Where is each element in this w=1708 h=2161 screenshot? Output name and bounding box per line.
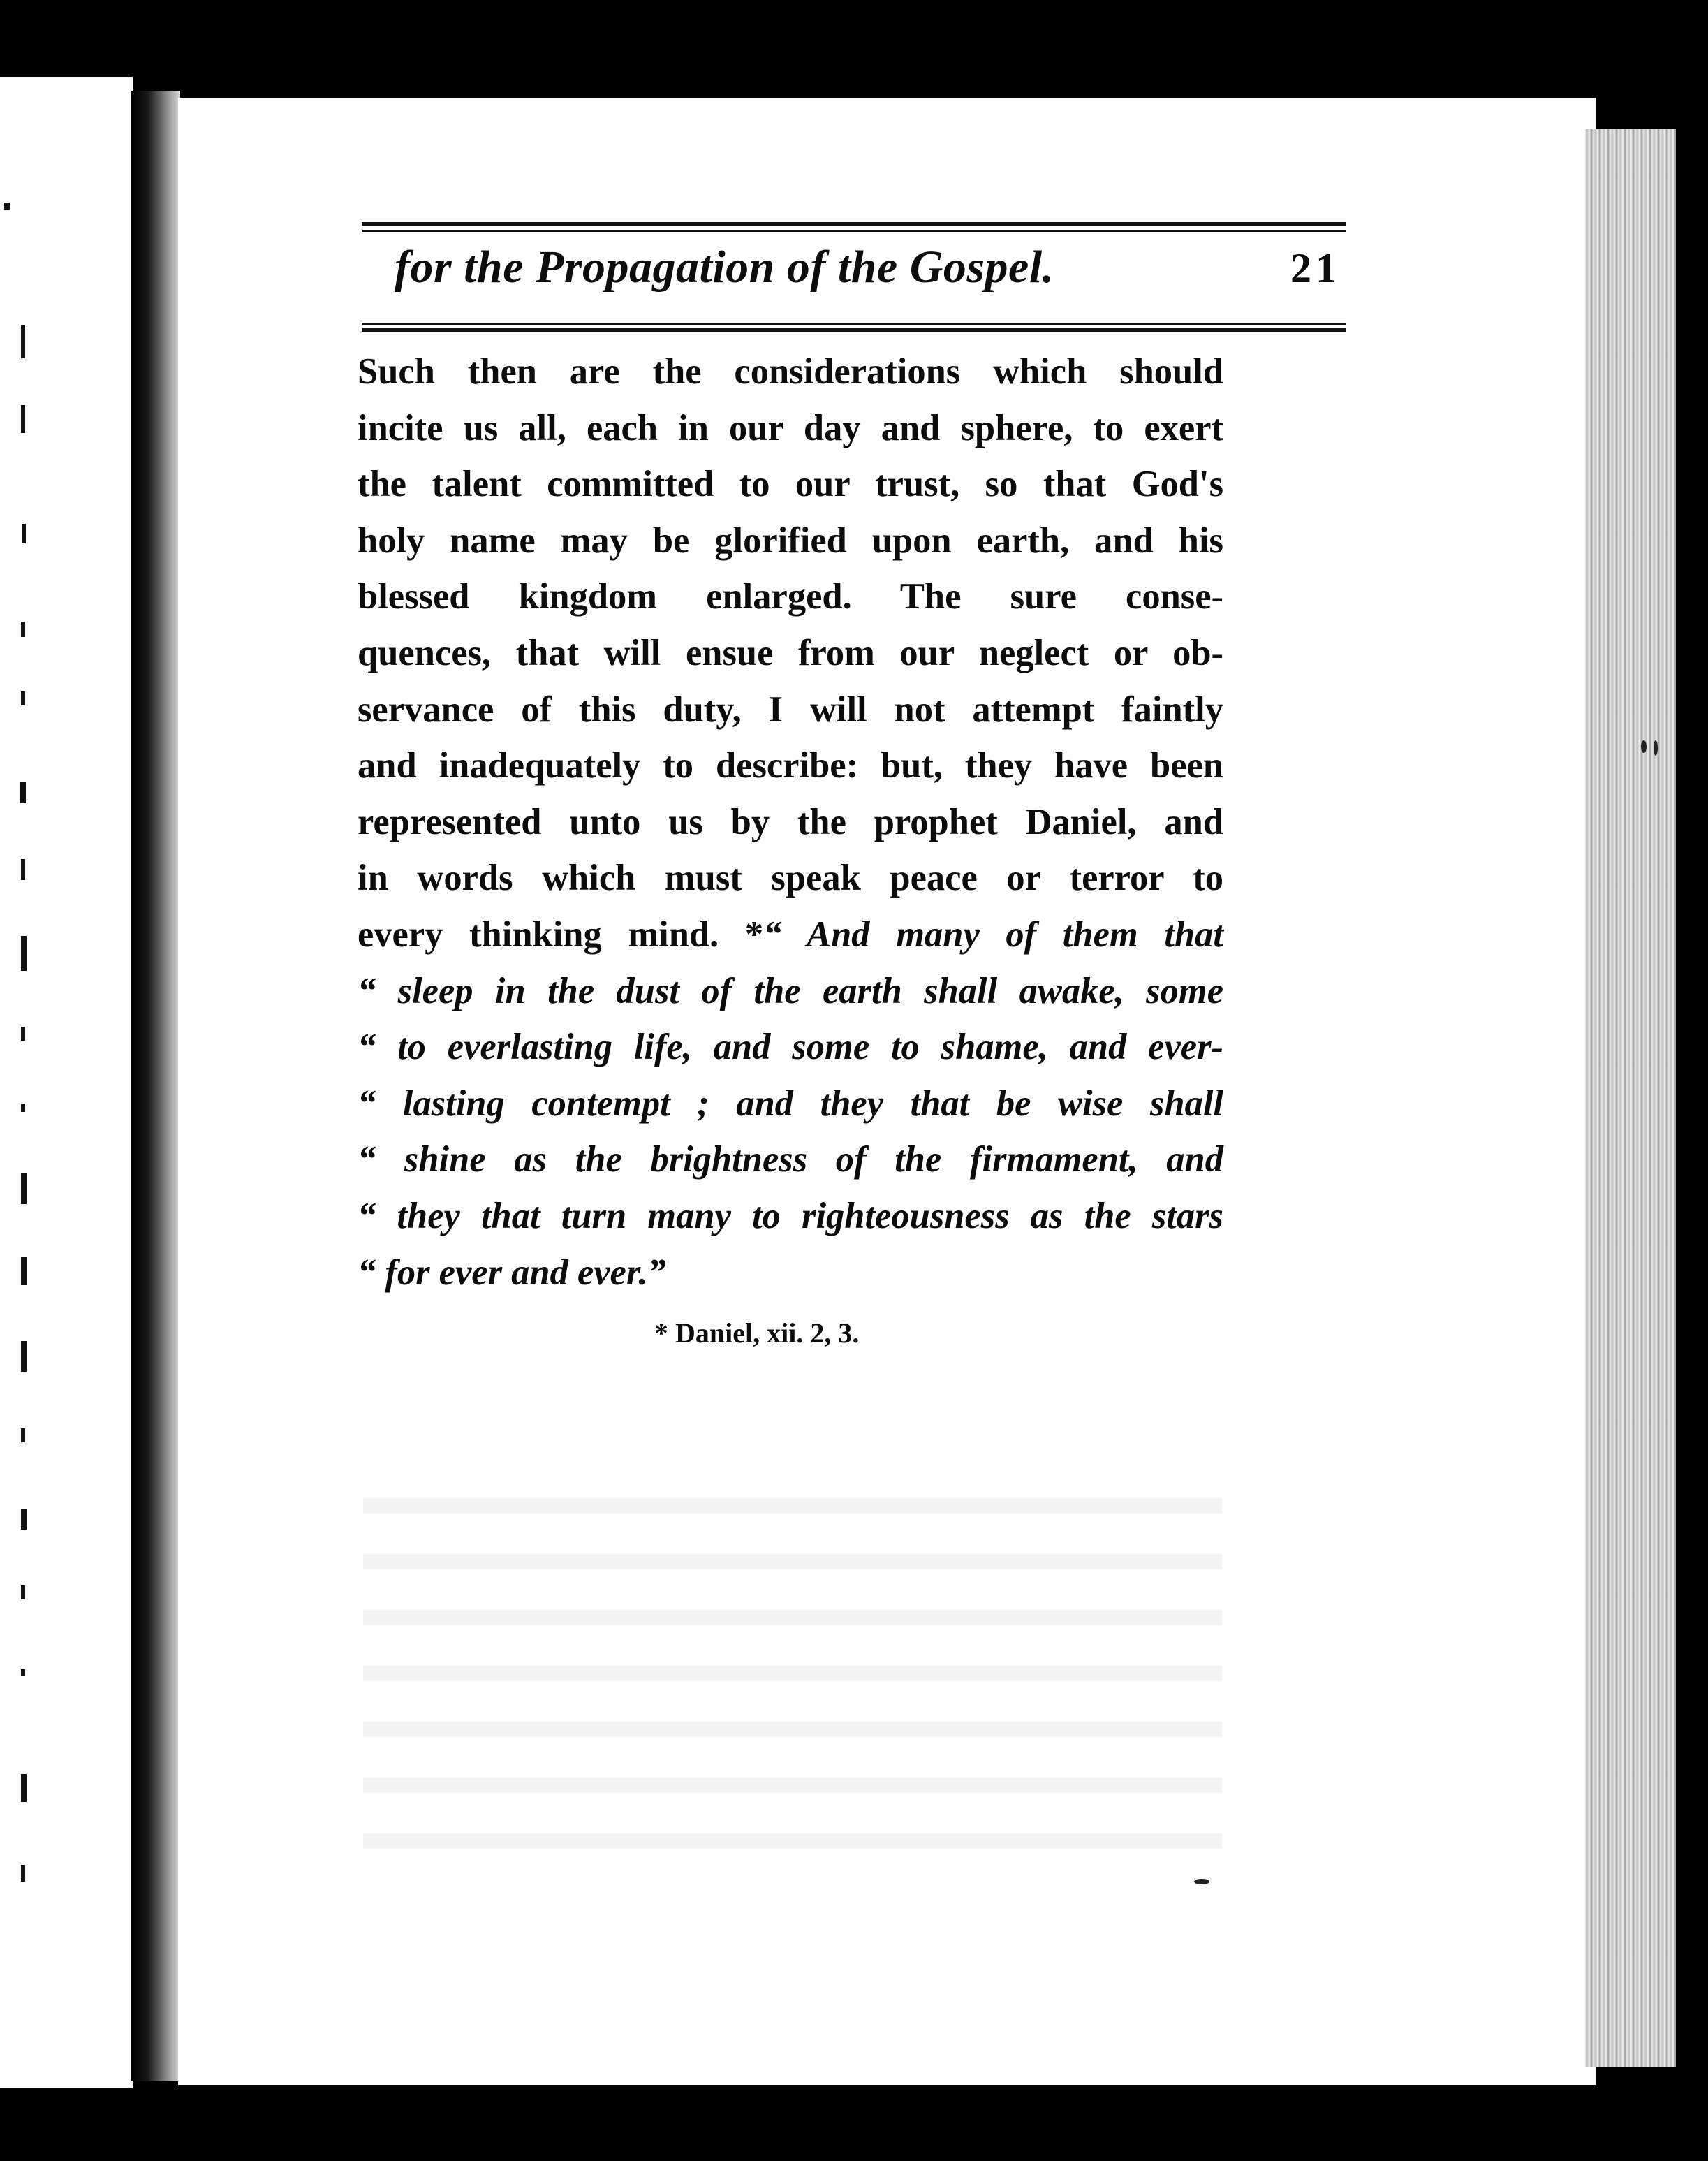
footnote: * Daniel, xii. 2, 3. xyxy=(654,1317,860,1349)
background-edge xyxy=(1676,129,1708,2067)
text-line: quences, that will ensue from our neglect or ob- xyxy=(358,632,1223,673)
ink-speck xyxy=(1194,1879,1209,1884)
text-line: the talent committed to our trust, so that God's xyxy=(358,464,1223,505)
quote-line-last: “ for ever and ever.” xyxy=(358,1252,666,1293)
ink-speck xyxy=(1641,740,1647,753)
text-line: and inadequately to describe: but, they have been xyxy=(358,745,1223,786)
text-line: servance of this duty, I will not attempt faintly xyxy=(358,689,1223,730)
left-page-edge xyxy=(0,77,133,2088)
text-line: blessed kingdom enlarged. The sure conse- xyxy=(358,576,1223,617)
header-rule-top xyxy=(362,222,1346,226)
quote-line: “ they that turn many to righteousness as the stars xyxy=(358,1195,1223,1236)
quote-line: “ shine as the brightness of the firmament, and xyxy=(358,1139,1223,1180)
text-line: in words which must speak peace or terror to xyxy=(358,858,1223,899)
text-line: represented unto us by the prophet Daniel, and xyxy=(358,801,1223,842)
text-roman: every thinking mind. * xyxy=(358,914,764,955)
quote-line: “ lasting contempt ; and they that be wise shall xyxy=(358,1083,1223,1124)
show-through-texture xyxy=(363,1467,1222,1886)
quote-line: “ sleep in the dust of the earth shall awake, some xyxy=(358,970,1223,1011)
header-rule-bottom-thick xyxy=(362,328,1346,332)
quote-start: “ And many of them that xyxy=(763,914,1223,955)
page-number: 21 xyxy=(1290,245,1341,291)
text-line: incite us all, each in our day and sphere, to exert xyxy=(358,407,1223,448)
text-line: Such then are the considerations which should xyxy=(358,351,1223,392)
header-rule-bottom xyxy=(362,323,1346,325)
quote-line: “ to everlasting life, and some to shame, and ever- xyxy=(358,1027,1223,1068)
body-text xyxy=(358,344,1223,1301)
gutter-shadow xyxy=(131,91,180,2081)
text-line-mixed xyxy=(358,907,1223,963)
running-title: for the Propagation of the Gospel. xyxy=(395,242,1054,293)
header-rule-top-thin xyxy=(362,230,1346,232)
ink-speck xyxy=(1654,740,1658,756)
text-line: holy name may be glorified upon earth, and his xyxy=(358,520,1223,561)
